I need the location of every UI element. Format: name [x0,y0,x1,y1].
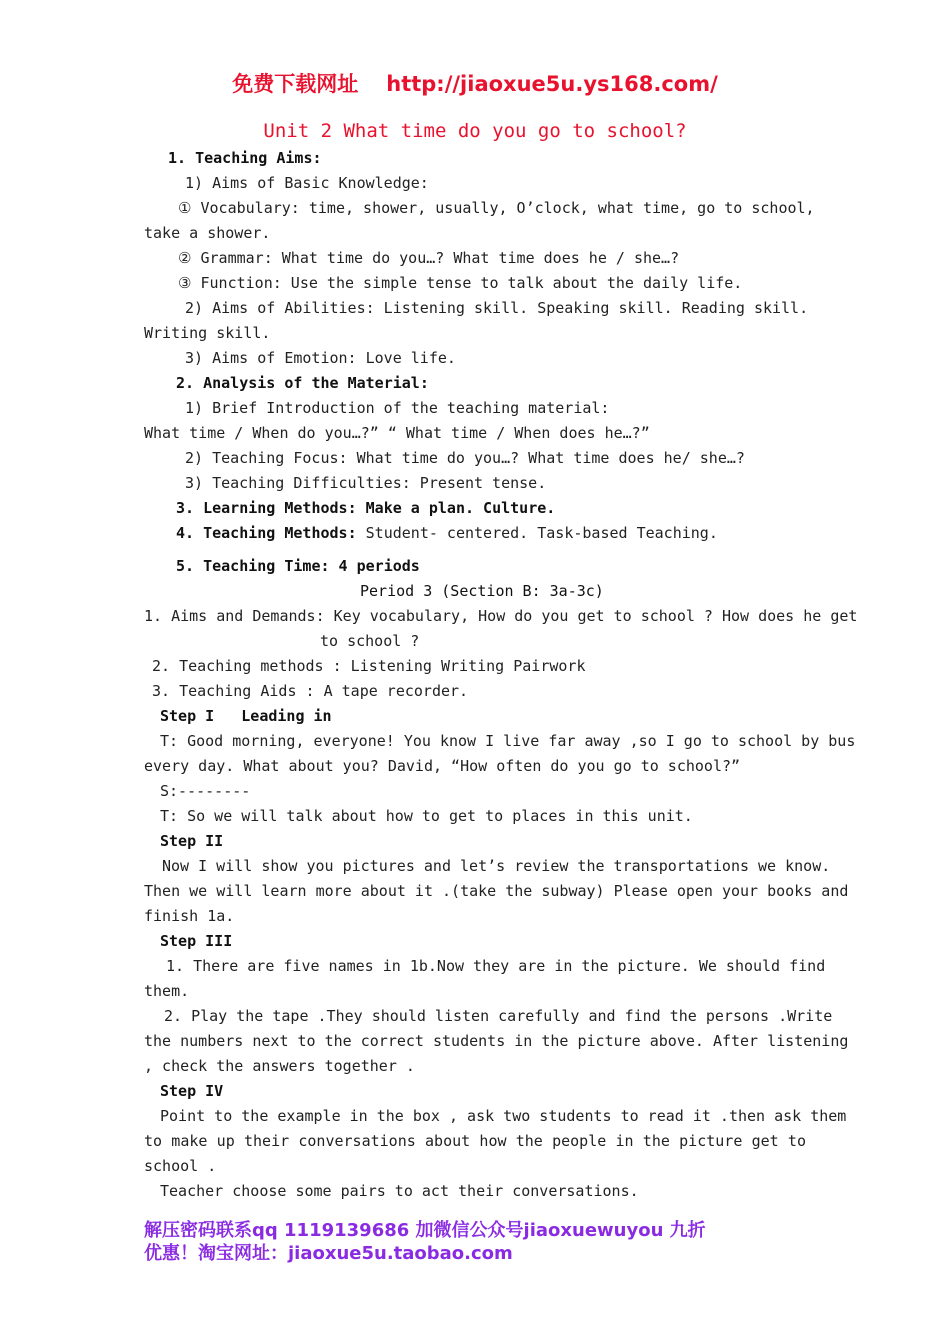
text-line: 1. Aims and Demands: Key vocabulary, How do you get to school ? How does he get [144,607,858,625]
text-line: the numbers next to the correct students in the picture above. After listening [144,1032,849,1050]
step-2-heading: Step II [160,832,224,850]
text-line: to make up their conversations about how the people in the picture get to [144,1132,806,1150]
text-line: Then we will learn more about it .(take the subway) Please open your books and [144,882,849,900]
text-line: take a shower. [144,224,271,242]
footer-line-2: 优惠！淘宝网址：jiaoxue5u.taobao.com [144,1243,513,1264]
period-heading: Period 3 (Section B: 3a-3c) [360,582,604,600]
text-line: 2. Teaching methods : Listening Writing Pairwork [152,657,586,675]
teaching-methods-value: Student- centered. Task-based Teaching. [365,524,718,542]
text-line: every day. What about you? David, “How often do you go to school?” [144,757,741,775]
section-teaching-time: 5. Teaching Time: 4 periods [176,557,420,575]
section-teaching-methods [176,523,718,543]
text-line: Writing skill. [144,324,271,342]
text-line: What time / When do you…?” “ What time / When does he…?” [144,424,650,442]
text-line: Now I will show you pictures and let’s review the transportations we know. [162,857,831,875]
step-1-heading: Step I Leading in [160,707,332,725]
section-teaching-aims: 1. Teaching Aims: [168,149,322,167]
text-line: S:-------- [160,782,251,800]
teaching-methods-label: 4. Teaching Methods: [176,524,357,542]
text-line: , check the answers together . [144,1057,415,1075]
text-line: finish 1a. [144,907,235,925]
step-4-heading: Step IV [160,1082,224,1100]
text-line: 3) Aims of Emotion: Love life. [185,349,456,367]
text-line: ② Grammar: What time do you…? What time does he / she…? [178,249,680,267]
text-line: T: Good morning, everyone! You know I live far away ,so I go to school by bus [160,732,856,750]
text-line: ③ Function: Use the simple tense to talk about the daily life. [178,274,743,292]
text-line: 1. There are five names in 1b.Now they are in the picture. We should find [166,957,826,975]
text-line: Point to the example in the box , ask two students to read it .then ask them [160,1107,847,1125]
text-line: T: So we will talk about how to get to places in this unit. [160,807,693,825]
header-label: 免费下载网址 [232,72,359,96]
text-line: school . [144,1157,217,1175]
download-header [0,68,950,98]
text-line: 2. Play the tape .They should listen carefully and find the persons .Write [164,1007,833,1025]
section-learning-methods: 3. Learning Methods: Make a plan. Culture. [176,499,556,517]
footer-line-1: 解压密码联系qq 1119139686 加微信公众号jiaoxuewuyou 九折 [144,1220,706,1241]
text-line: ① Vocabulary: time, shower, usually, O’clock, what time, go to school, [178,199,815,217]
text-line: to school ? [320,632,420,650]
text-line: 2) Teaching Focus: What time do you…? What time does he/ she…? [185,449,745,467]
text-line: them. [144,982,190,1000]
text-line: 2) Aims of Abilities: Listening skill. Speaking skill. Reading skill. [185,299,809,317]
text-line: 3. Teaching Aids : A tape recorder. [152,682,469,700]
text-line: 1) Aims of Basic Knowledge: [185,174,429,192]
section-analysis: 2. Analysis of the Material: [176,374,429,392]
header-url[interactable]: http://jiaoxue5u.ys168.com/ [386,72,718,96]
text-line: Teacher choose some pairs to act their conversations. [160,1182,639,1200]
step-3-heading: Step III [160,932,233,950]
unit-title: Unit 2 What time do you go to school? [263,120,687,142]
text-line: 1) Brief Introduction of the teaching material: [185,399,610,417]
text-line: 3) Teaching Difficulties: Present tense. [185,474,547,492]
